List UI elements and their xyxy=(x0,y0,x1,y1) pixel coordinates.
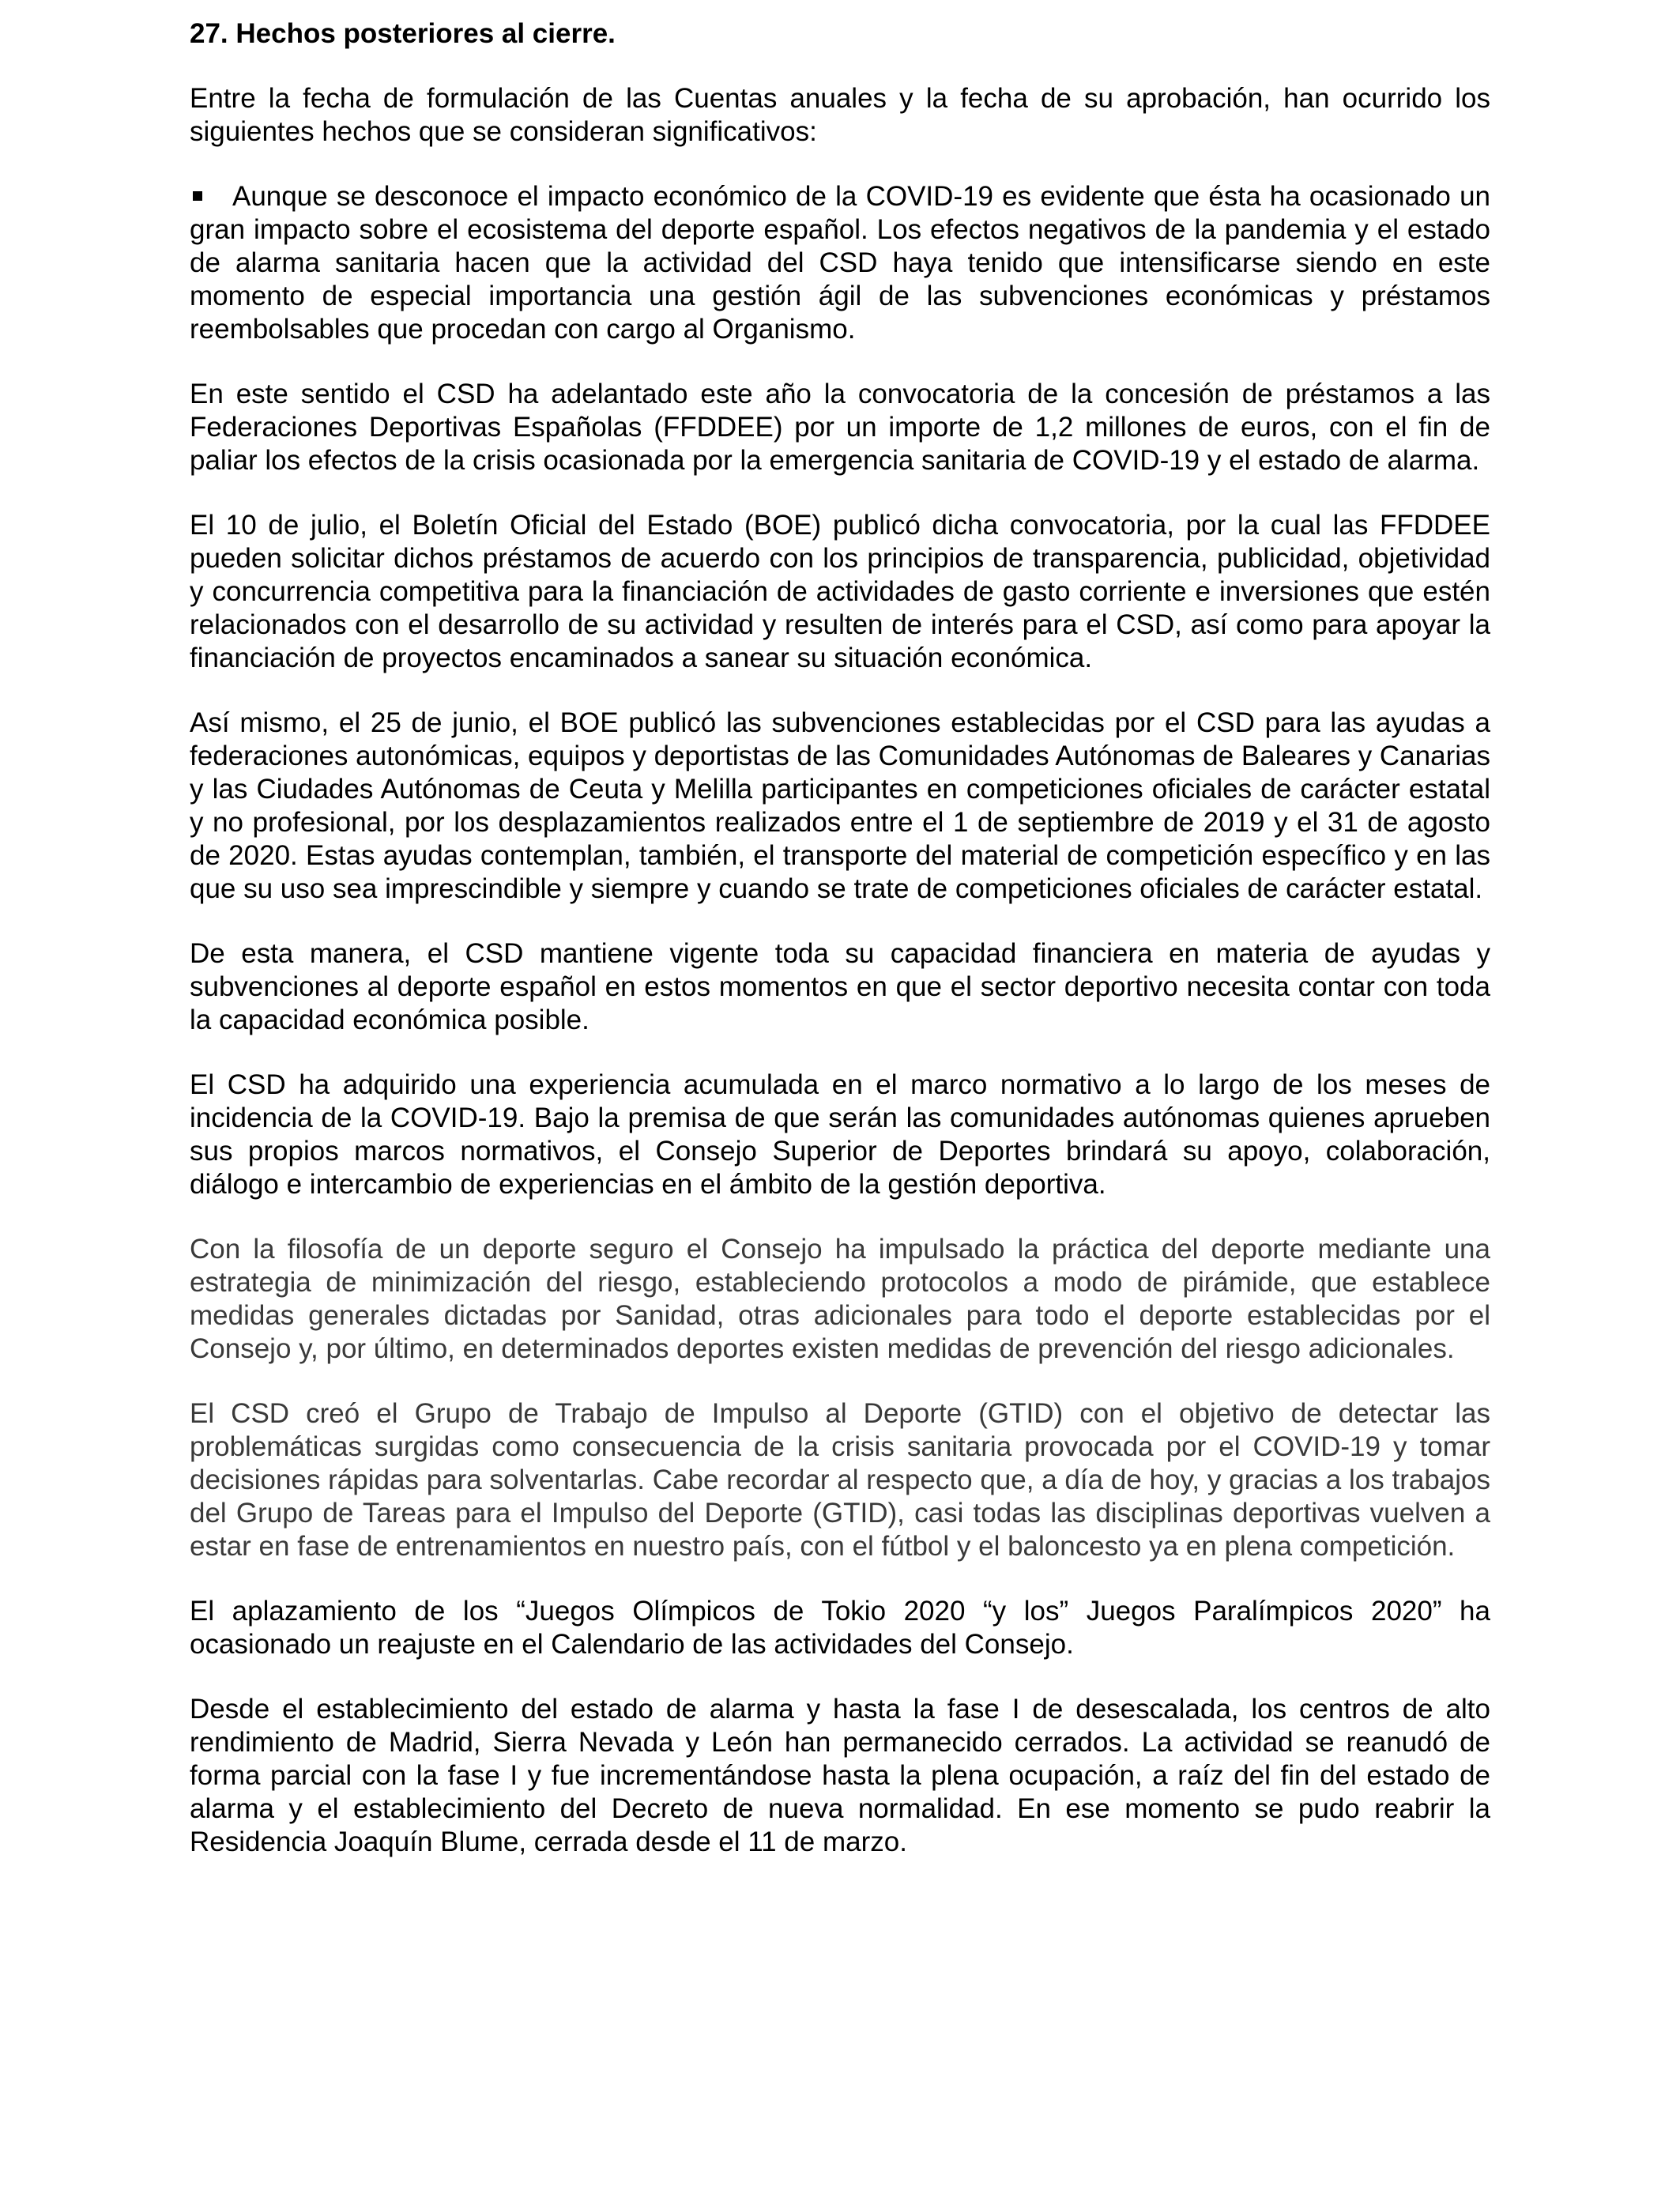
paragraph-experience: El CSD ha adquirido una experiencia acumulada en el marco normativo a lo largo de los meses de incidencia de la COVID-19. Bajo la premisa de que serán las comunidades autónomas quienes aprueben sus propios marcos normativos, el Consejo Superior de Deportes brindará su apoyo, colaboración, diálogo e intercambio de experiencias en el ámbito de la gestión deportiva. xyxy=(190,1069,1490,1200)
paragraph-loans: En este sentido el CSD ha adelantado este año la convocatoria de la concesión de préstamos a las Federaciones Deportivas Españolas (FFDDEE) por un importe de 1,2 millones de euros, con el fin de paliar los efectos de la crisis ocasionada por la emergencia sanitaria de COVID-19 y el estado de alarma. xyxy=(190,379,1490,476)
paragraph-safe-sport: Con la filosofía de un deporte seguro el Consejo ha impulsado la práctica del deporte mediante una estrategia de minimización del riesgo, estableciendo protocolos a modo de pirámide, que establece medidas generales dictadas por Sanidad, otras adicionales para todo el deporte establecidas por el Consejo y, por último, en determinados deportes existen medidas de prevención del riesgo adicionales. xyxy=(190,1234,1490,1364)
paragraph-financial-capacity: De esta manera, el CSD mantiene vigente toda su capacidad financiera en materia de ayudas y subvenciones al deporte español en estos momentos en que el sector deportivo necesita contar con toda la capacidad económica posible. xyxy=(190,938,1490,1035)
paragraph-boe-june: Así mismo, el 25 de junio, el BOE publicó las subvenciones establecidas por el CSD para las ayudas a federaciones autonómicas, equipos y deportistas de las Comunidades Autónomas de Baleares y Canarias y las Ciudades Autónomas de Ceuta y Melilla participantes en competiciones oficiales de carácter estatal y no profesional, por los desplazamientos realizados entre el 1 de septiembre de 2019 y el 31 de agosto de 2020. Estas ayudas contemplan, también, el transporte del material de competición específico y en las que su uso sea imprescindible y siempre y cuando se trate de competiciones oficiales de carácter estatal. xyxy=(190,707,1490,904)
paragraph-centers: Desde el establecimiento del estado de alarma y hasta la fase I de desescalada, los centros de alto rendimiento de Madrid, Sierra Nevada y León han permanecido cerrados. La actividad se reanudó de forma parcial con la fase I y fue incrementándose hasta la plena ocupación, a raíz del fin del estado de alarma y el establecimiento del Decreto de nueva normalidad. En ese momento se pudo reabrir la Residencia Joaquín Blume, cerrada desde el 11 de marzo. xyxy=(190,1694,1490,1857)
paragraph-gtid: El CSD creó el Grupo de Trabajo de Impulso al Deporte (GTID) con el objetivo de detectar las problemáticas surgidas como consecuencia de la crisis sanitaria provocada por el COVID-19 y tomar decisiones rápidas para solventarlas. Cabe recordar al respecto que, a día de hoy, y gracias a los trabajos del Grupo de Tareas para el Impulso del Deporte (GTID), casi todas las disciplinas deportivas vuelven a estar en fase de entrenamientos en nuestro país, con el fútbol y el baloncesto ya en plena competición. xyxy=(190,1398,1490,1562)
document-page xyxy=(190,17,1490,1891)
paragraph-olympics: El aplazamiento de los “Juegos Olímpicos de Tokio 2020 “y los” Juegos Paralímpicos 2020” ha ocasionado un reajuste en el Calendario de las actividades del Consejo. xyxy=(190,1596,1490,1660)
square-bullet-icon xyxy=(193,191,202,201)
paragraph-boe-july: El 10 de julio, el Boletín Oficial del Estado (BOE) publicó dicha convocatoria, por la cual las FFDDEE pueden solicitar dichos préstamos de acuerdo con los principios de transparencia, publicidad, objetividad y concurrencia competitiva para la financiación de actividades de gasto corriente e inversiones que estén relacionados con el desarrollo de su actividad y resulten de interés para el CSD, así como para apoyar la financiación de proyectos encaminados a sanear su situación económica. xyxy=(190,510,1490,673)
section-heading: 27. Hechos posteriores al cierre. xyxy=(190,18,616,49)
intro-paragraph: Entre la fecha de formulación de las Cuentas anuales y la fecha de su aprobación, han ocurrido los siguientes hechos que se consideran significativos: xyxy=(190,83,1490,147)
bullet-item xyxy=(190,180,1490,346)
bullet-text: Aunque se desconoce el impacto económico de la COVID-19 es evidente que ésta ha ocasionado un gran impacto sobre el ecosistema del deporte español. Los efectos negativos de la pandemia y el estado de alarma sanitaria hacen que la actividad del CSD haya tenido que intensificarse siendo en este momento de especial importancia una gestión ágil de las subvenciones económicas y préstamos reembolsables que procedan con cargo al Organismo. xyxy=(190,181,1490,345)
